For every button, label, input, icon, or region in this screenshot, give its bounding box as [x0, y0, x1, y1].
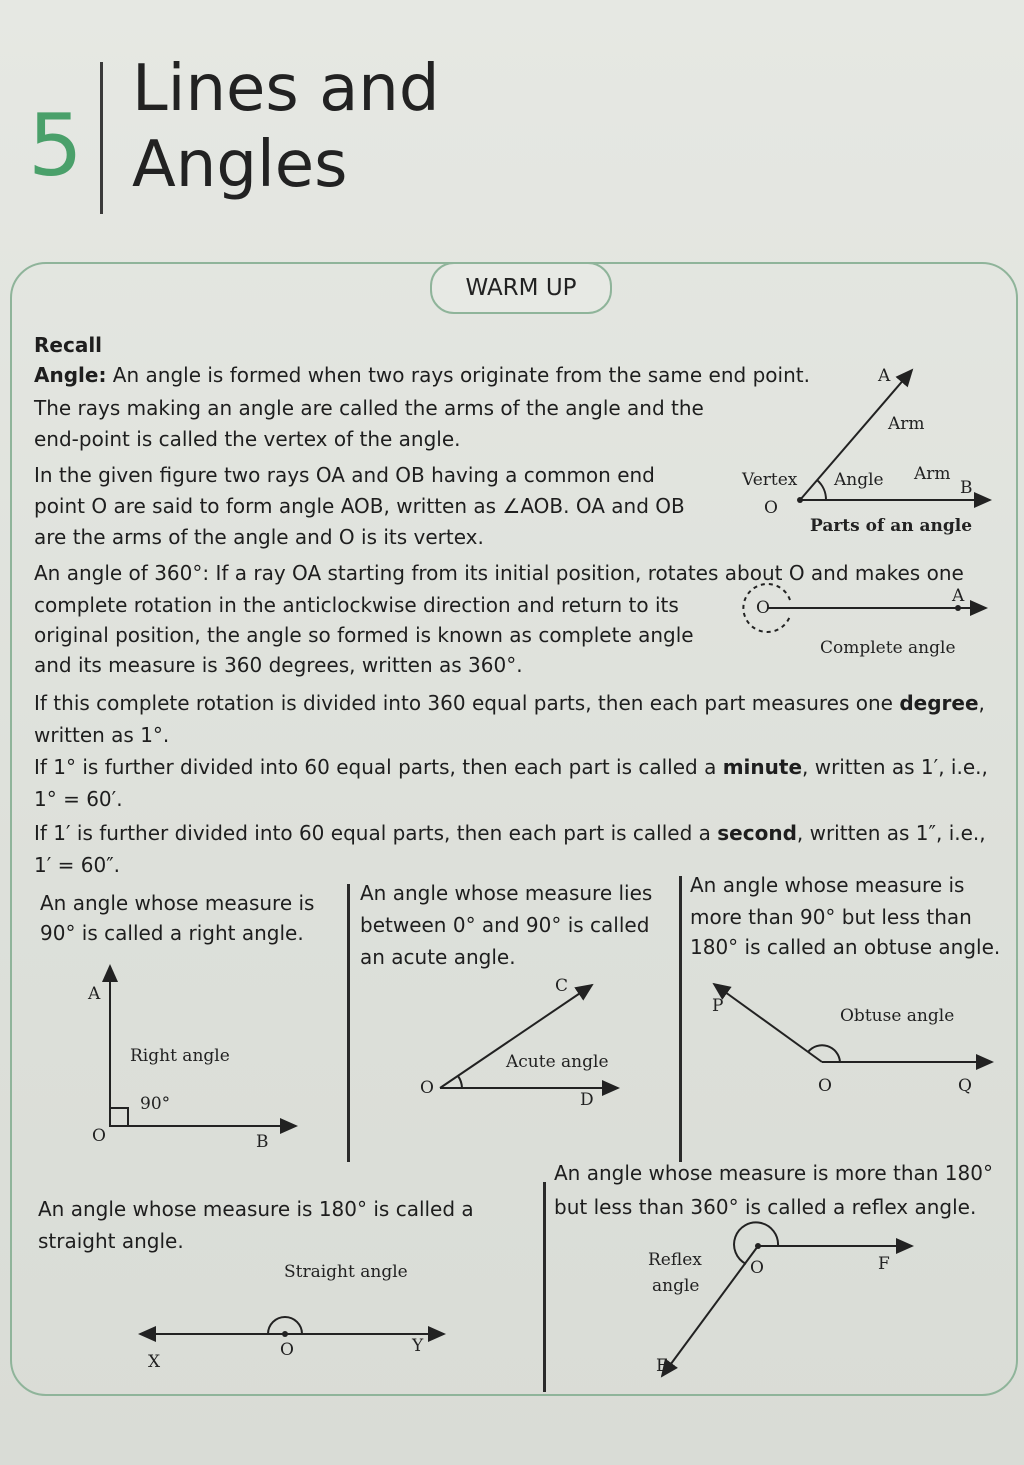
obtuse-angle-text-line3: 180° is called an obtuse angle.	[690, 935, 1001, 959]
label-reflex-f: F	[878, 1254, 890, 1274]
reflex-angle-text-line2: but less than 360° is called a reflex angle.	[554, 1195, 977, 1219]
parts-angle-arc	[817, 480, 826, 500]
label-acute-angle: Acute angle	[506, 1052, 609, 1072]
label-reflex-e: E	[656, 1356, 669, 1376]
angle-term: Angle:	[34, 363, 107, 387]
label-right-b: B	[256, 1132, 269, 1152]
given-figure-line2: point O are said to form angle AOB, written as ∠AOB. OA and OB	[34, 494, 685, 518]
label-right-90: 90°	[140, 1094, 171, 1114]
chapter-title-line1: Lines and	[132, 52, 440, 126]
given-figure-line1: In the given figure two rays OA and OB having a common end	[34, 463, 655, 487]
minute-line2: 1° = 60′.	[34, 787, 123, 811]
chapter-title-line2: Angles	[132, 128, 348, 202]
label-straight-o: O	[280, 1340, 294, 1360]
angle-definition-line3: end-point is called the vertex of the angle.	[34, 427, 461, 451]
reflex-angle-text-line1: An angle whose measure is more than 180°	[554, 1161, 993, 1185]
warmup-label: WARM UP	[430, 262, 612, 314]
angle-definition-line2: The rays making an angle are called the arms of the angle and the	[34, 396, 704, 420]
label-obtuse-angle: Obtuse angle	[840, 1006, 955, 1026]
label-reflex-o: O	[750, 1258, 764, 1278]
ray-acute-oc	[440, 985, 592, 1088]
second-notation: , written as 1″, i.e.,	[796, 821, 986, 845]
complete-angle-line4: and its measure is 360 degrees, written as 360°.	[34, 653, 523, 677]
second-term: second	[717, 821, 797, 845]
label-complete-o: O	[756, 598, 770, 618]
label-obtuse-o: O	[818, 1076, 832, 1096]
complete-angle-line1: An angle of 360°: If a ray OA starting from its initial position, rotates about O and makes one	[34, 561, 964, 585]
straight-point-o	[282, 1331, 288, 1337]
straight-angle-text-line2: straight angle.	[38, 1229, 184, 1253]
chapter-number: 5	[28, 96, 83, 196]
label-acute-c: C	[555, 976, 569, 996]
label-acute-d: D	[580, 1090, 594, 1110]
obtuse-angle-text-line2: more than 90° but less than	[690, 905, 972, 929]
vertex-point-o	[797, 497, 803, 503]
label-obtuse-q: Q	[958, 1076, 972, 1096]
degree-line2: written as 1°.	[34, 723, 170, 747]
degree-term: degree	[899, 691, 979, 715]
right-angle-text-line2: 90° is called a right angle.	[40, 921, 304, 945]
acute-angle-text-line1: An angle whose measure lies	[360, 881, 653, 905]
reflex-point-o	[755, 1243, 761, 1249]
label-obtuse-p: P	[712, 996, 724, 1016]
acute-angle-text-line2: between 0° and 90° is called	[360, 913, 650, 937]
obtuse-angle-text-line1: An angle whose measure is	[690, 873, 965, 897]
angle-definition-text: An angle is formed when two rays originate from the same end point.	[106, 363, 810, 387]
label-straight-x: X	[148, 1352, 161, 1372]
minute-term: minute	[722, 755, 803, 779]
label-parts-b: B	[960, 478, 973, 498]
label-parts-arm2: Arm	[914, 464, 951, 484]
label-right-a: A	[88, 984, 101, 1004]
label-parts-arm1: Arm	[888, 414, 925, 434]
label-right-angle: Right angle	[130, 1046, 230, 1066]
label-parts-vertex: Vertex	[742, 470, 798, 490]
given-figure-line3: are the arms of the angle and O is its vertex.	[34, 525, 484, 549]
straight-angle-text-line1: An angle whose measure is 180° is called a	[38, 1197, 474, 1221]
ray-obtuse-op	[714, 984, 822, 1062]
label-parts-o: O	[764, 498, 778, 518]
second-line2: 1′ = 60″.	[34, 853, 121, 877]
complete-angle-line2: complete rotation in the anticlockwise direction and return to its	[34, 593, 679, 617]
label-straight-angle: Straight angle	[284, 1262, 408, 1282]
degree-text: If this complete rotation is divided into 360 equal parts, then each part measures one	[34, 691, 900, 715]
label-reflex-1: Reflex	[648, 1250, 702, 1270]
acute-angle-text-line3: an acute angle.	[360, 945, 516, 969]
label-reflex-2: angle	[652, 1276, 700, 1296]
right-angle-text-line1: An angle whose measure is	[40, 891, 315, 915]
label-complete-a: A	[952, 586, 965, 606]
minute-text: If 1° is further divided into 60 equal parts, then each part is called a	[34, 755, 723, 779]
label-right-o: O	[92, 1126, 106, 1146]
right-angle-mark	[110, 1108, 128, 1126]
label-parts-a: A	[878, 366, 891, 386]
complete-angle-line3: original position, the angle so formed is known as complete angle	[34, 623, 694, 647]
degree-comma: ,	[978, 691, 985, 715]
minute-notation: , written as 1′, i.e.,	[802, 755, 988, 779]
acute-angle-arc	[458, 1076, 462, 1088]
caption-complete-angle: Complete angle	[820, 638, 956, 658]
obtuse-angle-arc	[808, 1045, 840, 1062]
second-text: If 1′ is further divided into 60 equal parts, then each part is called a	[34, 821, 718, 845]
label-parts-angle: Angle	[834, 470, 884, 490]
caption-parts-of-angle: Parts of an angle	[810, 516, 973, 536]
recall-heading: Recall	[34, 333, 103, 357]
label-acute-o: O	[420, 1078, 434, 1098]
label-straight-y: Y	[412, 1336, 424, 1356]
